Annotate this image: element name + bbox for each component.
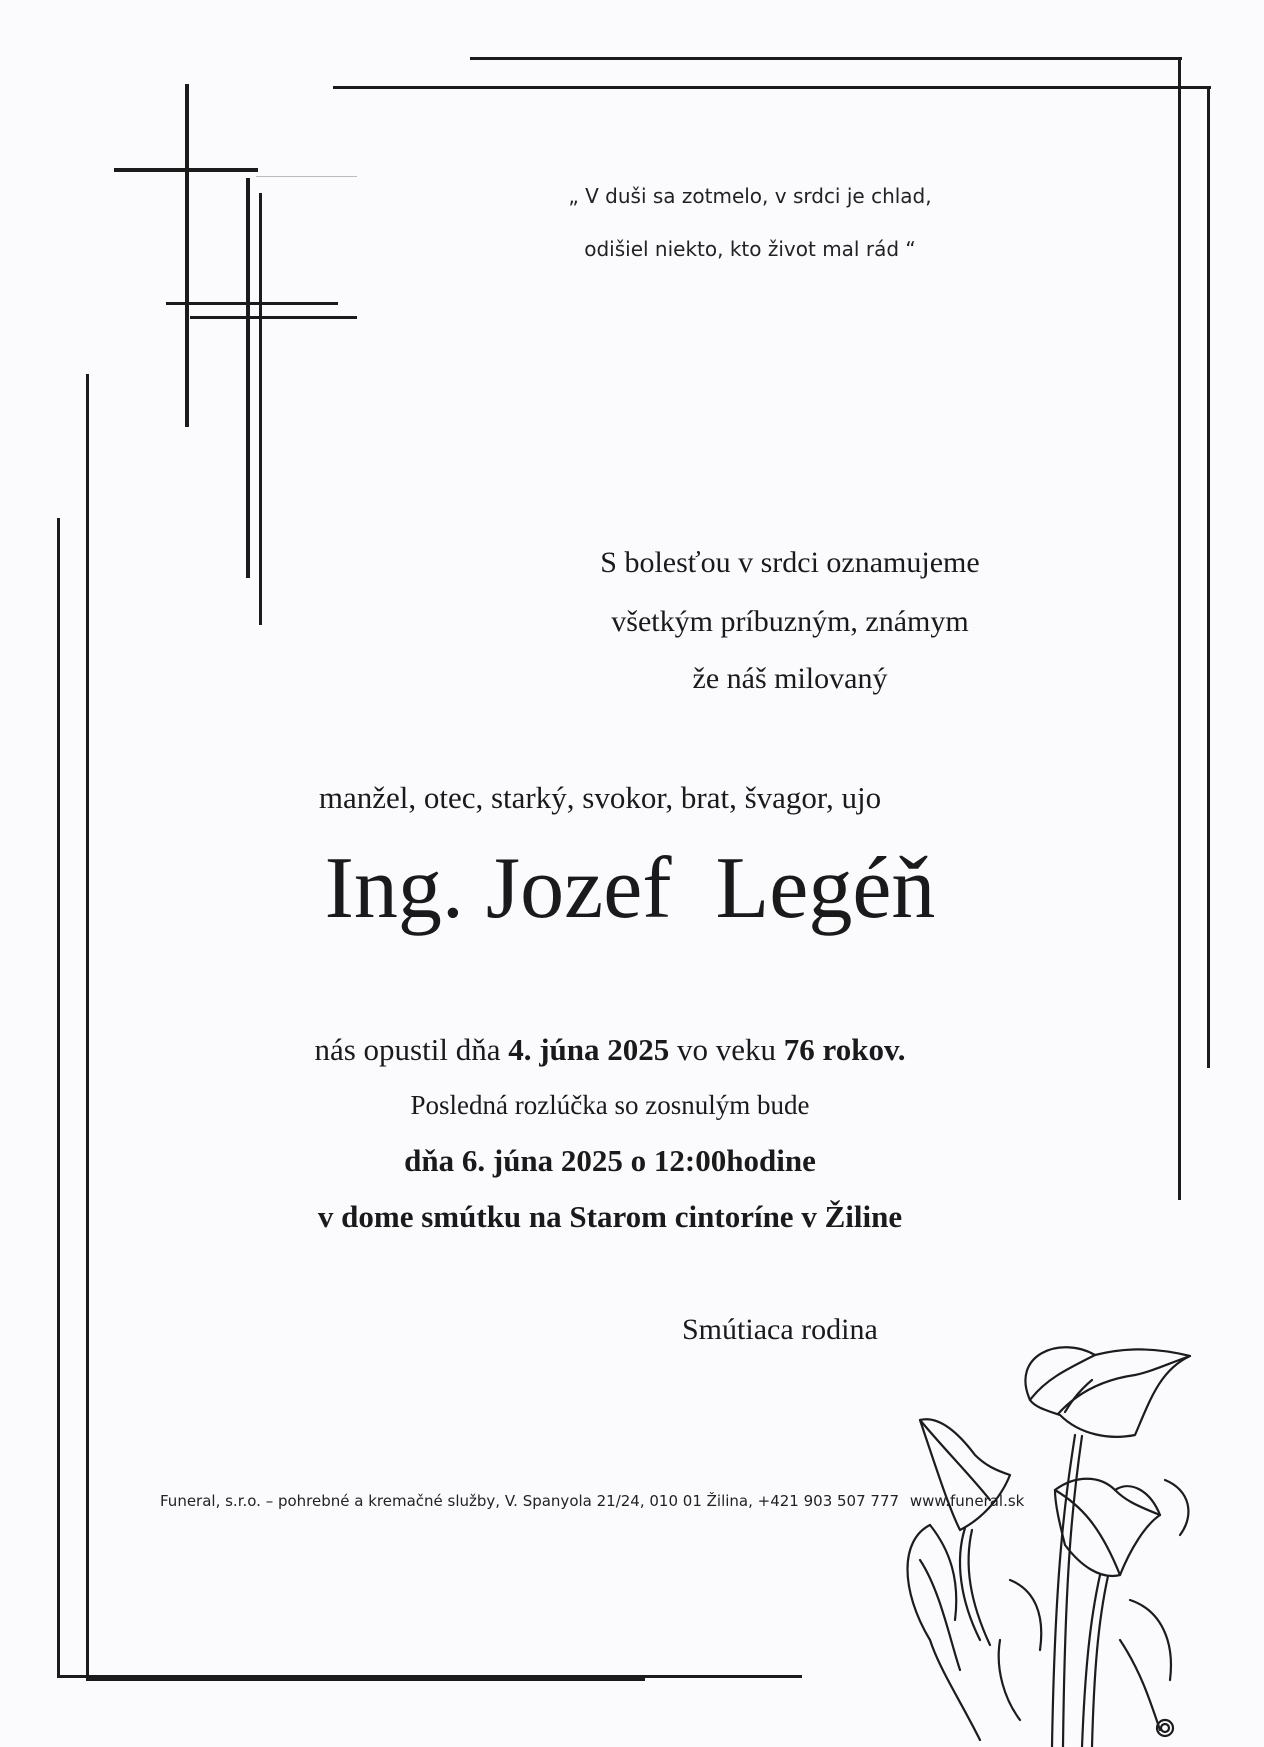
farewell-datetime: dňa 6. júna 2025 o 12:00hodine xyxy=(404,1143,816,1178)
death-info xyxy=(240,1032,980,1068)
frame-right-line-2 xyxy=(1207,86,1210,1068)
cross-horizontal-2 xyxy=(166,302,338,305)
relations-line: manžel, otec, starký, svokor, brat, švagor, ujo xyxy=(318,780,882,815)
death-age: 76 rokov. xyxy=(783,1032,906,1067)
signature: Smútiaca rodina xyxy=(682,1313,878,1346)
cross-horizontal-1b xyxy=(256,176,357,177)
deceased-name: Ing. Jozef Legéň xyxy=(324,840,936,937)
footer-company: Funeral, s.r.o. – pohrebné a kremačné služby, V. Spanyola 21/24, 010 01 Žilina, +421 903 507 777 xyxy=(160,1492,900,1510)
death-date: 4. júna 2025 xyxy=(508,1032,670,1067)
death-prefix: nás opustil dňa xyxy=(314,1032,509,1067)
frame-top-line-1 xyxy=(470,57,1182,60)
announcement-line-3: že náš milovaný xyxy=(692,662,888,695)
farewell-place: v dome smútku na Starom cintoríne v Žiline xyxy=(317,1199,903,1234)
death-middle: vo veku xyxy=(669,1032,784,1067)
frame-left-line-2 xyxy=(57,518,60,1677)
cross-vertical-1 xyxy=(185,84,189,427)
frame-top-line-2 xyxy=(333,86,1211,89)
cross-vertical-3 xyxy=(259,193,262,625)
cross-vertical-2 xyxy=(246,178,250,578)
frame-bottom-line-2 xyxy=(57,1675,802,1678)
quote-line-1: „ V duši sa zotmelo, v srdci je chlad, xyxy=(568,184,932,208)
cross-horizontal-3 xyxy=(190,316,357,319)
frame-left-line-1 xyxy=(86,374,89,1680)
frame-right-line-1 xyxy=(1178,57,1181,1200)
calla-lily-illustration xyxy=(860,1340,1220,1747)
cross-horizontal-1 xyxy=(114,168,258,172)
announcement-line-2: všetkým príbuzným, známym xyxy=(611,605,969,638)
frame-bottom-line-1 xyxy=(86,1678,645,1681)
footer-website[interactable]: www.funeral.sk xyxy=(909,1492,1025,1510)
announcement-line-1: S bolesťou v srdci oznamujeme xyxy=(600,546,980,579)
farewell-intro: Posledná rozlúčka so zosnulým bude xyxy=(410,1090,810,1120)
quote-line-2: odišiel niekto, kto život mal rád “ xyxy=(584,237,916,261)
